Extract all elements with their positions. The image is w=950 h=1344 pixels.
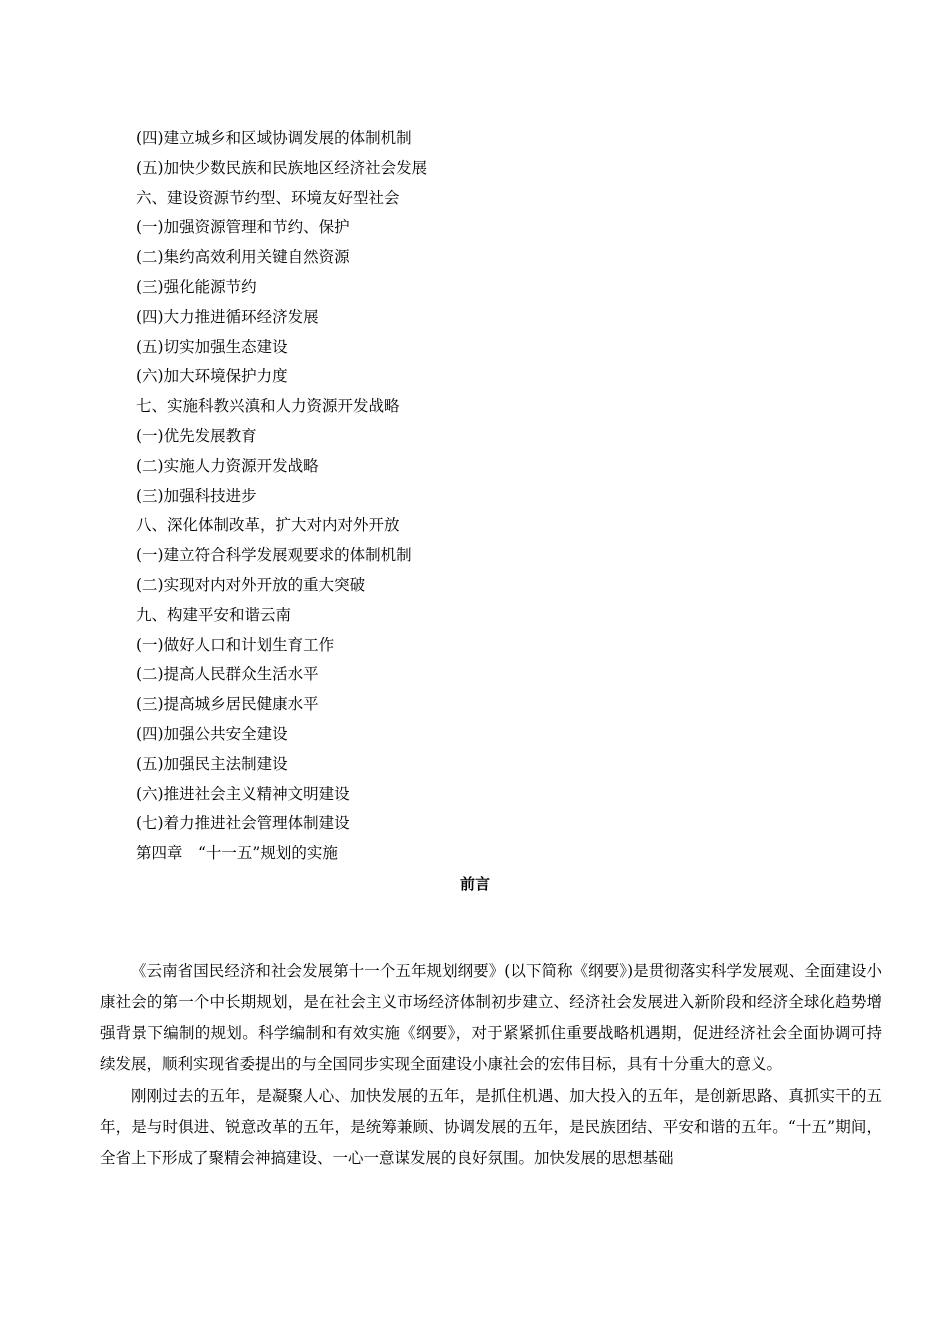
toc-item: 八、深化体制改革，扩大对内对外开放	[136, 516, 400, 535]
toc-item: (二)提高人民群众生活水平	[136, 665, 319, 684]
toc-item: (四)建立城乡和区域协调发展的体制机制	[136, 129, 412, 147]
toc-item: (三)提高城乡居民健康水平	[136, 695, 319, 714]
toc-item: (三)加强科技进步	[136, 486, 257, 505]
toc-item: 七、实施科教兴滇和人力资源开发战略	[136, 397, 400, 416]
toc-item: (四)加强公共安全建设	[136, 724, 288, 743]
toc-item: (六)加大环境保护力度	[136, 367, 288, 386]
toc-item: (四)大力推进循环经济发展	[136, 307, 319, 326]
section-body	[100, 956, 882, 1175]
toc-item: (七)着力推进社会管理体制建设	[136, 814, 350, 833]
toc-item: (二)实现对内对外开放的重大突破	[136, 575, 366, 594]
toc-item: (五)加快少数民族和民族地区经济社会发展	[136, 158, 428, 177]
toc-item: (二)实施人力资源开发战略	[136, 456, 319, 475]
toc-item: 第四章 “十一五”规划的实施	[136, 844, 338, 863]
table-of-contents	[136, 124, 836, 869]
toc-item: (一)做好人口和计划生育工作	[136, 635, 335, 654]
toc-item: (六)推进社会主义精神文明建设	[136, 784, 350, 803]
toc-item: (一)优先发展教育	[136, 426, 257, 445]
toc-item: 六、建设资源节约型、环境友好型社会	[136, 188, 400, 207]
body-paragraph: 刚刚过去的五年，是凝聚人心、加快发展的五年，是抓住机遇、加大投入的五年，是创新思路、真抓实干的五年，是与时俱进、锐意改革的五年，是统筹兼顾、协调发展的五年，是民族团结、平安和谐的五年。“十五”期间，全省上下形成了聚精会神搞建设、一心一意谋发展的良好氛围。加快发展的思想基础	[100, 1087, 882, 1167]
toc-item: 九、构建平安和谐云南	[136, 605, 292, 624]
body-paragraph: 《云南省国民经济和社会发展第十一个五年规划纲要》(以下简称《纲要》)是贯彻落实科学发展观、全面建设小康社会的第一个中长期规划，是在社会主义市场经济体制初步建立、经济社会发展进入新阶段和经济全球化趋势增强背景下编制的规划。科学编制和有效实施《纲要》，对于紧紧抓住重要战略机遇期，促进经济社会全面协调可持续发展，顺利实现省委提出的与全国同步实现全面建设小康社会的宏伟目标，具有十分重大的意义。	[100, 962, 882, 1073]
toc-item: (五)切实加强生态建设	[136, 337, 288, 356]
toc-item: (三)强化能源节约	[136, 277, 257, 296]
toc-item: (二)集约高效利用关键自然资源	[136, 248, 350, 267]
section-heading: 前言	[459, 875, 490, 893]
toc-item: (五)加强民主法制建设	[136, 754, 288, 773]
toc-item: (一)建立符合科学发展观要求的体制机制	[136, 546, 412, 565]
toc-item: (一)加强资源管理和节约、保护	[136, 218, 350, 237]
